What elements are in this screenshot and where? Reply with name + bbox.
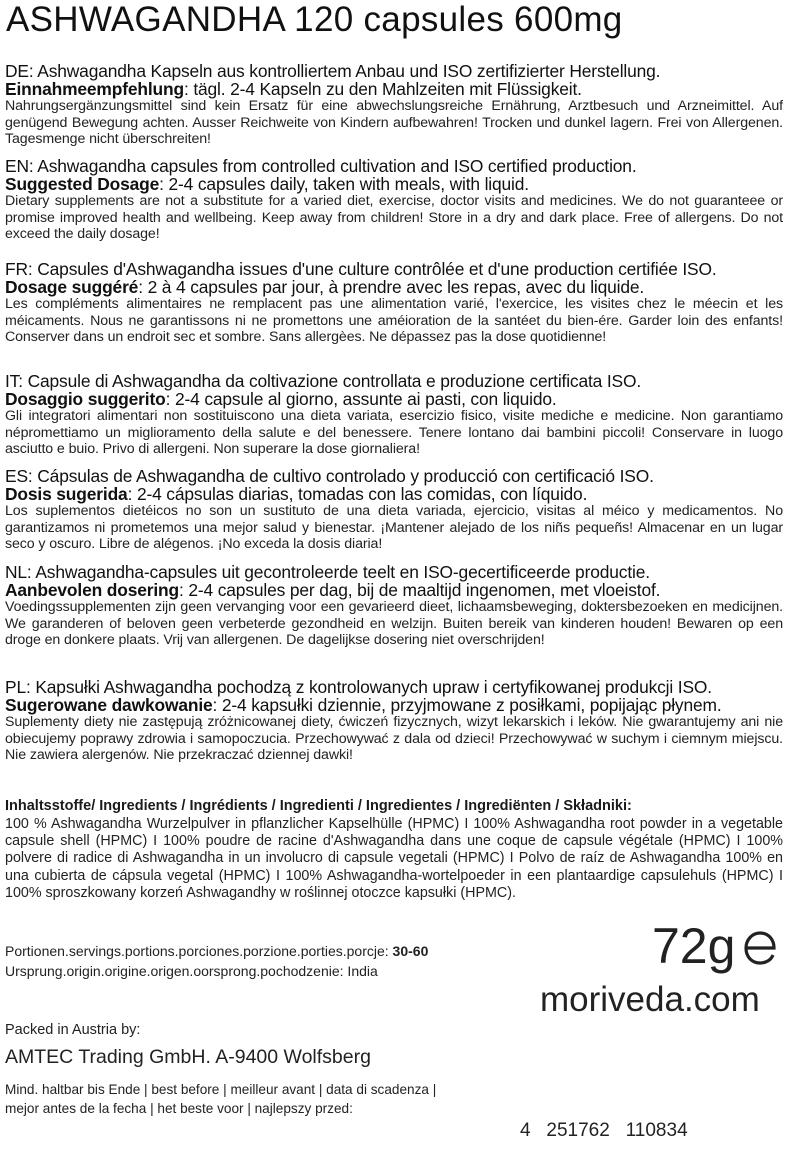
website: moriveda.com — [540, 980, 760, 1019]
dosage-text: : 2-4 cápsulas diarias, tomadas con las comidas, con líquido. — [127, 484, 588, 504]
section-pl — [5, 678, 783, 764]
dosage-line — [5, 696, 783, 714]
section-lead: ES: Cápsulas de Ashwagandha de cultivo controlado y producció con certificació ISO. — [5, 466, 654, 486]
section-it — [5, 372, 783, 458]
section-body: Voedingssupplementen zijn geen vervanging voor een gevarieerd dieet, lichaamsbeweging, doktersbezoeken en medicijnen. We garanderen of beloven geen verbeterde gezondheid en welzijn. Buiten bereik van kinderen houden! Bewaren op een droge en donkere plaats. Vrij van allergenen. De dagelijkse dosering niet overschrijden! — [5, 599, 783, 649]
section-lead: PL: Kapsułki Ashwagandha pochodzą z kontrolowanych upraw i certyfikowanej produkcji ISO. — [5, 677, 712, 697]
portions-value: 30-60 — [392, 943, 429, 959]
dosage-text: : 2-4 kapsułki dziennie, przyjmowane z posiłkami, popijając płynem. — [212, 695, 722, 715]
section-body: Les compléments alimentaires ne remplacent pas une alimentation varié, l'exercice, les visites chez le méecin et les méicaments. Nous ne garantissons ni ne promettons une améioration de la santéet du bien-ére. Garder loin des enfants! Conserver dans un endroit sec et sombre. Sans allergèes. Ne dépassez pas la dose quotidienne! — [5, 296, 783, 346]
best-before: Mind. haltbar bis Ende | best before | meilleur avant | data di scadenza | mejor antes de la fecha | het beste voor | najlepszy przed: — [5, 1082, 437, 1116]
section-body: Los suplementos dietéicos no son un sustituto de una dieta variada, ejercicio, visitas al méico y medicamentos. No garantizamos ni prometemos una mejor salud y bienestar. ¡Mantener alejado de los niñs pequeñs! Almacenar en un lugar seco y oscuro. Libre de alégenos. ¡No exceda la dosis diaria! — [5, 503, 783, 553]
section-fr — [5, 260, 783, 346]
section-body: Gli integratori alimentari non sostituiscono una dieta variata, esercizio fisico, visite mediche e medicine. Non garantiamo népromettiamo un miglioramento della salute e del benessere. Tenere lontano dai bambini piccoli! Conservare in luogo asciutto e buio. Privo di allergeni. Non superare la dose giornaliera! — [5, 408, 783, 458]
section-lead: IT: Capsule di Ashwagandha da coltivazione controllata e produzione certificata ISO. — [5, 371, 642, 391]
dosage-text: : 2-4 capsules daily, taken with meals, with liquid. — [159, 174, 529, 194]
section-lead: DE: Ashwagandha Kapseln aus kontrolliertem Anbau und ISO zertifizierter Herstellung. — [5, 61, 661, 81]
portions-label: Portionen.servings.portions.porciones.porzione.porties.porcje: — [5, 943, 393, 959]
section-lead: EN: Ashwagandha capsules from controlled cultivation and ISO certified production. — [5, 156, 637, 176]
section-body: Nahrungsergänzungsmittel sind kein Ersatz für eine abwechslungsreiche Ernährung, Arztbesuch und Arzneimittel. Auf genügend Bewegung achten. Ausser Reichweite von Kindern aufbewahren! Trocken und dunkel lagern. Frei von Allergenen. Tagesmenge nicht überschreiten! — [5, 98, 783, 148]
dosage-line — [5, 175, 783, 193]
dosage-text: : 2 à 4 capsules par jour, à prendre avec les repas, avec du liquide. — [138, 277, 645, 297]
dosage-label: Dosage suggéré — [5, 277, 139, 297]
portions-line — [5, 943, 428, 960]
origin-line: Ursprung.origin.origine.origen.oorsprong.pochodzenie: India — [5, 963, 378, 979]
dosage-label: Dosaggio suggerito — [5, 389, 166, 409]
dosage-line — [5, 390, 783, 408]
dosage-text: : tägl. 2-4 Kapseln zu den Mahlzeiten mit Flüssigkeit. — [183, 79, 582, 99]
section-es — [5, 467, 783, 553]
dosage-text: : 2-4 capsule al giorno, assunte ai pasti, con liquido. — [165, 389, 557, 409]
dosage-line — [5, 278, 783, 296]
dosage-line — [5, 485, 783, 503]
barcode-number: 4 251762 110834 — [520, 1120, 688, 1141]
product-title: ASHWAGANDHA 120 capsules 600mg — [6, 0, 623, 39]
dosage-label: Einnahmeempfehlung — [5, 79, 184, 99]
section-de — [5, 62, 783, 148]
ingredients-heading: Inhaltsstoffe/ Ingredients / Ingrédients / Ingredienti / Ingredientes / Ingrediënten / Składniki: — [5, 798, 632, 814]
dosage-line — [5, 581, 783, 599]
section-body: Suplementy diety nie zastępują zróżnicowanej diety, ćwiczeń fizycznych, wizyt lekarskich i leków. Nie gwarantujemy ani nie obiecujemy poprawy zdrowia i samopoczucia. Przechowywać z dala od dzieci! Przechowywać w suchym i ciemnym miejscu. Nie zawiera alergenów. Nie przekraczać dziennej dawki! — [5, 714, 783, 764]
company-address: AMTEC Trading GmbH. A-9400 Wolfsberg — [5, 1046, 371, 1068]
estimated-sign-icon — [740, 928, 780, 968]
net-weight: 72g — [652, 918, 736, 974]
dosage-text: : 2-4 capsules per dag, bij de maaltijd ingenomen, met vloeistof. — [179, 580, 661, 600]
section-body: Dietary supplements are not a substitute for a varied diet, exercise, doctor visits and medicines. We do not guaranteee or promise improved health and wellbeing. Keep away from children! Store in a dry and dark place. Free of allergens. Do not exceed the daily dosage! — [5, 193, 783, 243]
dosage-label: Dosis sugerida — [5, 484, 128, 504]
section-en — [5, 157, 783, 243]
section-lead: NL: Ashwagandha-capsules uit gecontroleerde teelt en ISO-gecertificeerde productie. — [5, 562, 650, 582]
section-nl — [5, 563, 783, 649]
dosage-line — [5, 80, 783, 98]
dosage-label: Aanbevolen dosering — [5, 580, 179, 600]
packed-in-label: Packed in Austria by: — [5, 1022, 141, 1038]
section-lead: FR: Capsules d'Ashwagandha issues d'une culture contrôlée et d'une production certifiée ISO. — [5, 259, 717, 279]
ingredients-text: 100 % Ashwagandha Wurzelpulver in pflanzlicher Kapselhülle (HPMC) I 100% Ashwagandha root powder in a vegetable capsule shell (HPMC) I 100% poudre de racine d'Ashwagandha dans une coque de capsule végétale (HPMC) I 100% polvere di radice di Ashwagandha in un involucro di capsule vegetali (HPMC) I Polvo de raíz de Ashwagandha 100% en una cubierta de cápsula vegetal (HPMC) I 100% Ashwagandha-wortelpoeder in een plantaardige capsulehuls (HPMC) I 100% sproszkowany korzeń Ashwagandhy w roślinnej otoczce kapsułki (HPMC). — [5, 816, 783, 901]
dosage-label: Sugerowane dawkowanie — [5, 695, 213, 715]
dosage-label: Suggested Dosage — [5, 174, 160, 194]
